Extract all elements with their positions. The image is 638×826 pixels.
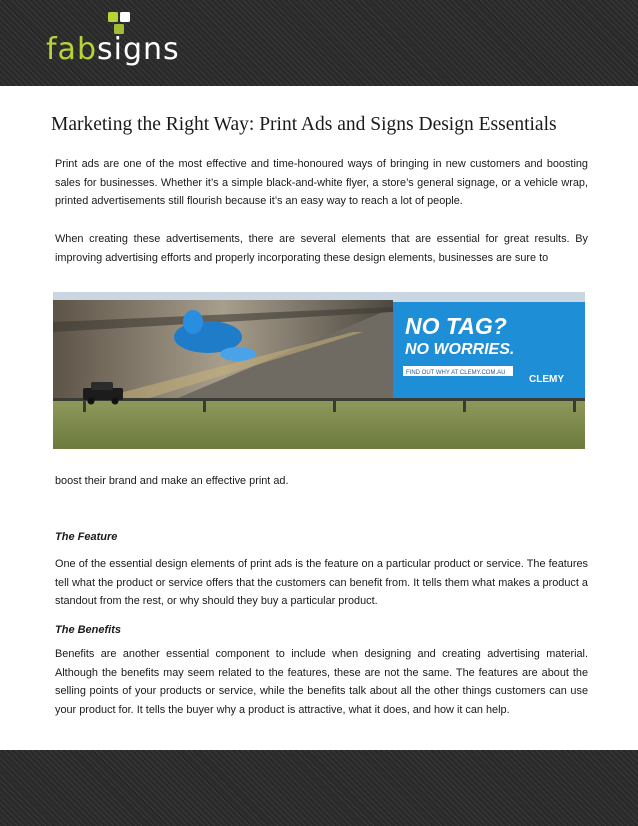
footer-banner — [0, 750, 638, 826]
paragraph-brand: boost their brand and make an effective print ad. — [55, 475, 289, 487]
billboard-headline-1: NO TAG? — [405, 313, 507, 339]
logo-wordmark — [46, 34, 180, 66]
logo-fab: fab — [46, 32, 97, 67]
heading-feature: The Feature — [55, 531, 118, 543]
logo-signs: signs — [97, 32, 180, 67]
billboard-brand: CLEMY — [529, 374, 564, 385]
header-banner — [0, 0, 638, 86]
billboard-headline-2: NO WORRIES. — [405, 341, 515, 358]
page-title: Marketing the Right Way: Print Ads and Signs Design Essentials — [51, 114, 557, 135]
paragraph-intro: Print ads are one of the most effective and time-honoured ways of bringing in new customers and boosting sales for businesses. Whether it’s a simple black-and-white flyer, a store’s general signage, or a vehicle wrap, printed advertisements still flourish because it’s an easy way to reach a lot of people. — [55, 158, 588, 207]
paragraph-feature: One of the essential design elements of print ads is the feature on a particular product or service. The features tell what the product or service offers that the customers can benefit from. It tells them what makes a product a standout from the rest, or why should they buy a particular product. — [55, 558, 588, 607]
heading-benefits: The Benefits — [55, 624, 122, 636]
paragraph-benefits: Benefits are another essential component to include when designing and creating advertising material. Although the benefits may seem related to the features, these are not the same. The features are about the selling points of your products or service, while the benefits talk about all the other things customers can use your product for. It tells the buyer why a product is attractive, what it does, and how it can help. — [55, 648, 588, 716]
billboard-photo — [53, 292, 585, 449]
billboard-tagline: FIND OUT WHY AT CLEMY.COM.AU — [406, 370, 506, 376]
paragraph-elements: When creating these advertisements, there are several elements that are essential for great results. By improving advertising efforts and properly incorporating these design elements, businesses are sure to — [55, 233, 588, 264]
fabsigns-logo[interactable] — [46, 12, 186, 72]
